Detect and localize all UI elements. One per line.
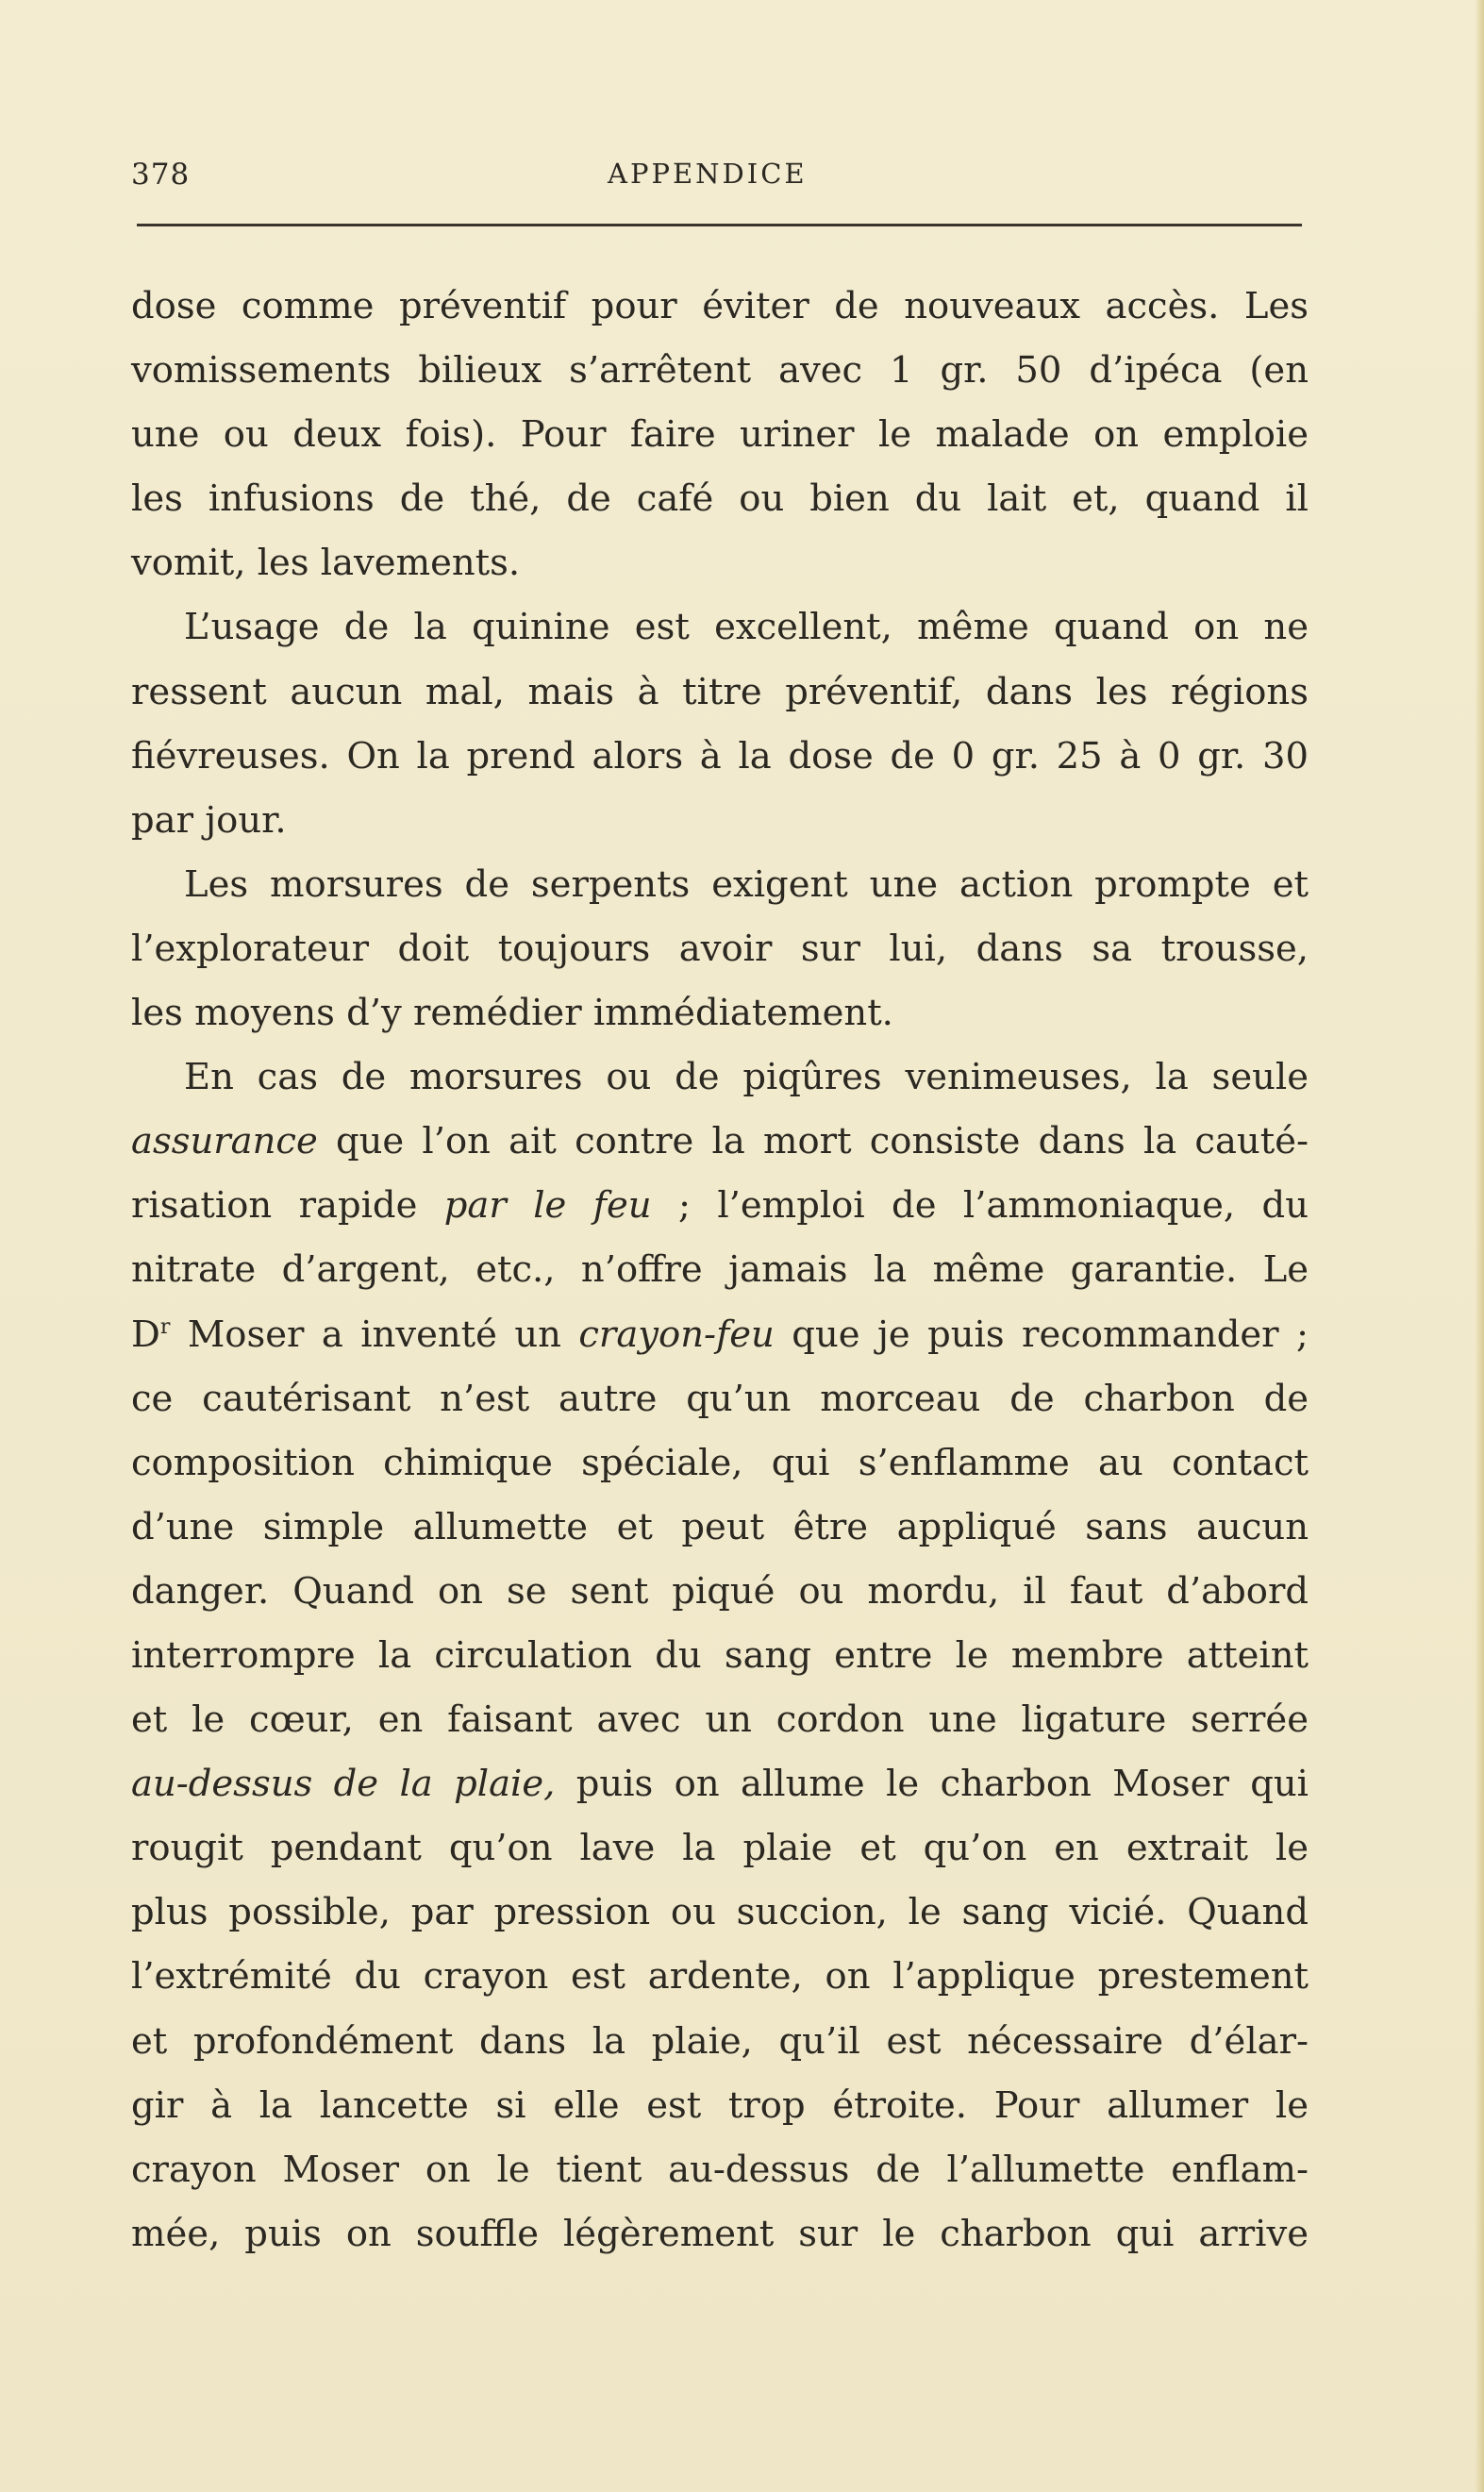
line-text: ; l’emploi de l’ammoniaque, du	[651, 1184, 1309, 1228]
text-line: d’une simple allumette et peut être appliqué sans aucun	[131, 1505, 1309, 1548]
text-line: mée, puis on souffle légèrement sur le charbon qui arrive	[131, 2212, 1309, 2255]
italic-text: assurance	[131, 1120, 318, 1163]
header-rule	[137, 224, 1302, 226]
text-line: l’extrémité du crayon est ardente, on l’applique prestement	[131, 1955, 1309, 1999]
text-line: composition chimique spéciale, qui s’enflamme au contact	[131, 1441, 1309, 1484]
abbrev-doctor: D	[131, 1313, 160, 1356]
text-line: En cas de morsures ou de piqûres venimeuses, la seule	[184, 1056, 1309, 1099]
text-line: Les morsures de serpents exigent une action prompte et	[184, 862, 1309, 906]
text-line: les moyens d’y remédier immédiatement.	[131, 992, 893, 1035]
text-line: vomit, les lavements.	[131, 542, 521, 585]
text-line: vomissements bilieux s’arrêtent avec 1 gr. 50 d’ipéca (en	[131, 349, 1309, 393]
text-line: interrompre la circulation du sang entre le membre atteint	[131, 1633, 1309, 1677]
running-head: APPENDICE	[608, 158, 808, 190]
italic-text: crayon-feu	[578, 1313, 775, 1356]
text-line: par jour.	[131, 798, 287, 842]
text-line: l’explorateur doit toujours avoir sur lui, dans sa trousse,	[131, 927, 1309, 970]
text-line	[131, 1752, 1309, 1816]
page-number: 378	[131, 158, 191, 192]
page-edge-shadow	[1475, 0, 1484, 2492]
text-line: et profondément dans la plaie, qu’il est nécessaire d’élar-	[131, 2019, 1309, 2063]
text-line: plus possible, par pression ou succion, le sang vicié. Quand	[131, 1891, 1309, 1934]
italic-text: au-dessus de la plaie,	[131, 1763, 556, 1806]
text-line: une ou deux fois). Pour faire uriner le malade on emploie	[131, 413, 1309, 457]
line-text: risation rapide	[131, 1184, 444, 1228]
text-line: nitrate d’argent, etc., n’offre jamais la même garantie. Le	[131, 1248, 1309, 1292]
text-line: gir à la lancette si elle est trop étroite. Pour allumer le	[131, 2083, 1309, 2127]
text-line: rougit pendant qu’on lave la plaie et qu’on en extrait le	[131, 1827, 1309, 1870]
page-header	[131, 158, 1310, 205]
superscript: r	[159, 1314, 171, 1339]
text-line	[131, 1303, 1309, 1367]
text-line: les infusions de thé, de café ou bien du lait et, quand il	[131, 477, 1309, 521]
line-text: que je puis recommander ;	[774, 1313, 1309, 1356]
text-line: fiévreuses. On la prend alors à la dose de 0 gr. 25 à 0 gr. 30	[131, 734, 1309, 778]
body-text	[131, 275, 1309, 2266]
text-line: L’usage de la quinine est excellent, même quand on ne	[184, 606, 1309, 649]
text-line: et le cœur, en faisant avec un cordon une ligature serrée	[131, 1698, 1309, 1742]
text-line	[131, 1110, 1309, 1174]
text-line: danger. Quand on se sent piqué ou mordu, il faut d’abord	[131, 1569, 1309, 1613]
text-line: ressent aucun mal, mais à titre préventif, dans les régions	[131, 670, 1309, 713]
line-text: puis on allume le charbon Moser qui	[555, 1763, 1309, 1806]
line-text: que l’on ait contre la mort consiste dans la cauté-	[317, 1120, 1309, 1163]
text-line	[131, 1174, 1309, 1238]
text-line: dose comme préventif pour éviter de nouveaux accès. Les	[131, 285, 1309, 327]
line-text: Moser a inventé un	[170, 1313, 579, 1356]
text-line: crayon Moser on le tient au-dessus de l’allumette enflam-	[131, 2148, 1309, 2191]
italic-text: par le feu	[443, 1184, 652, 1228]
text-line: ce cautérisant n’est autre qu’un morceau de charbon de	[131, 1377, 1309, 1420]
